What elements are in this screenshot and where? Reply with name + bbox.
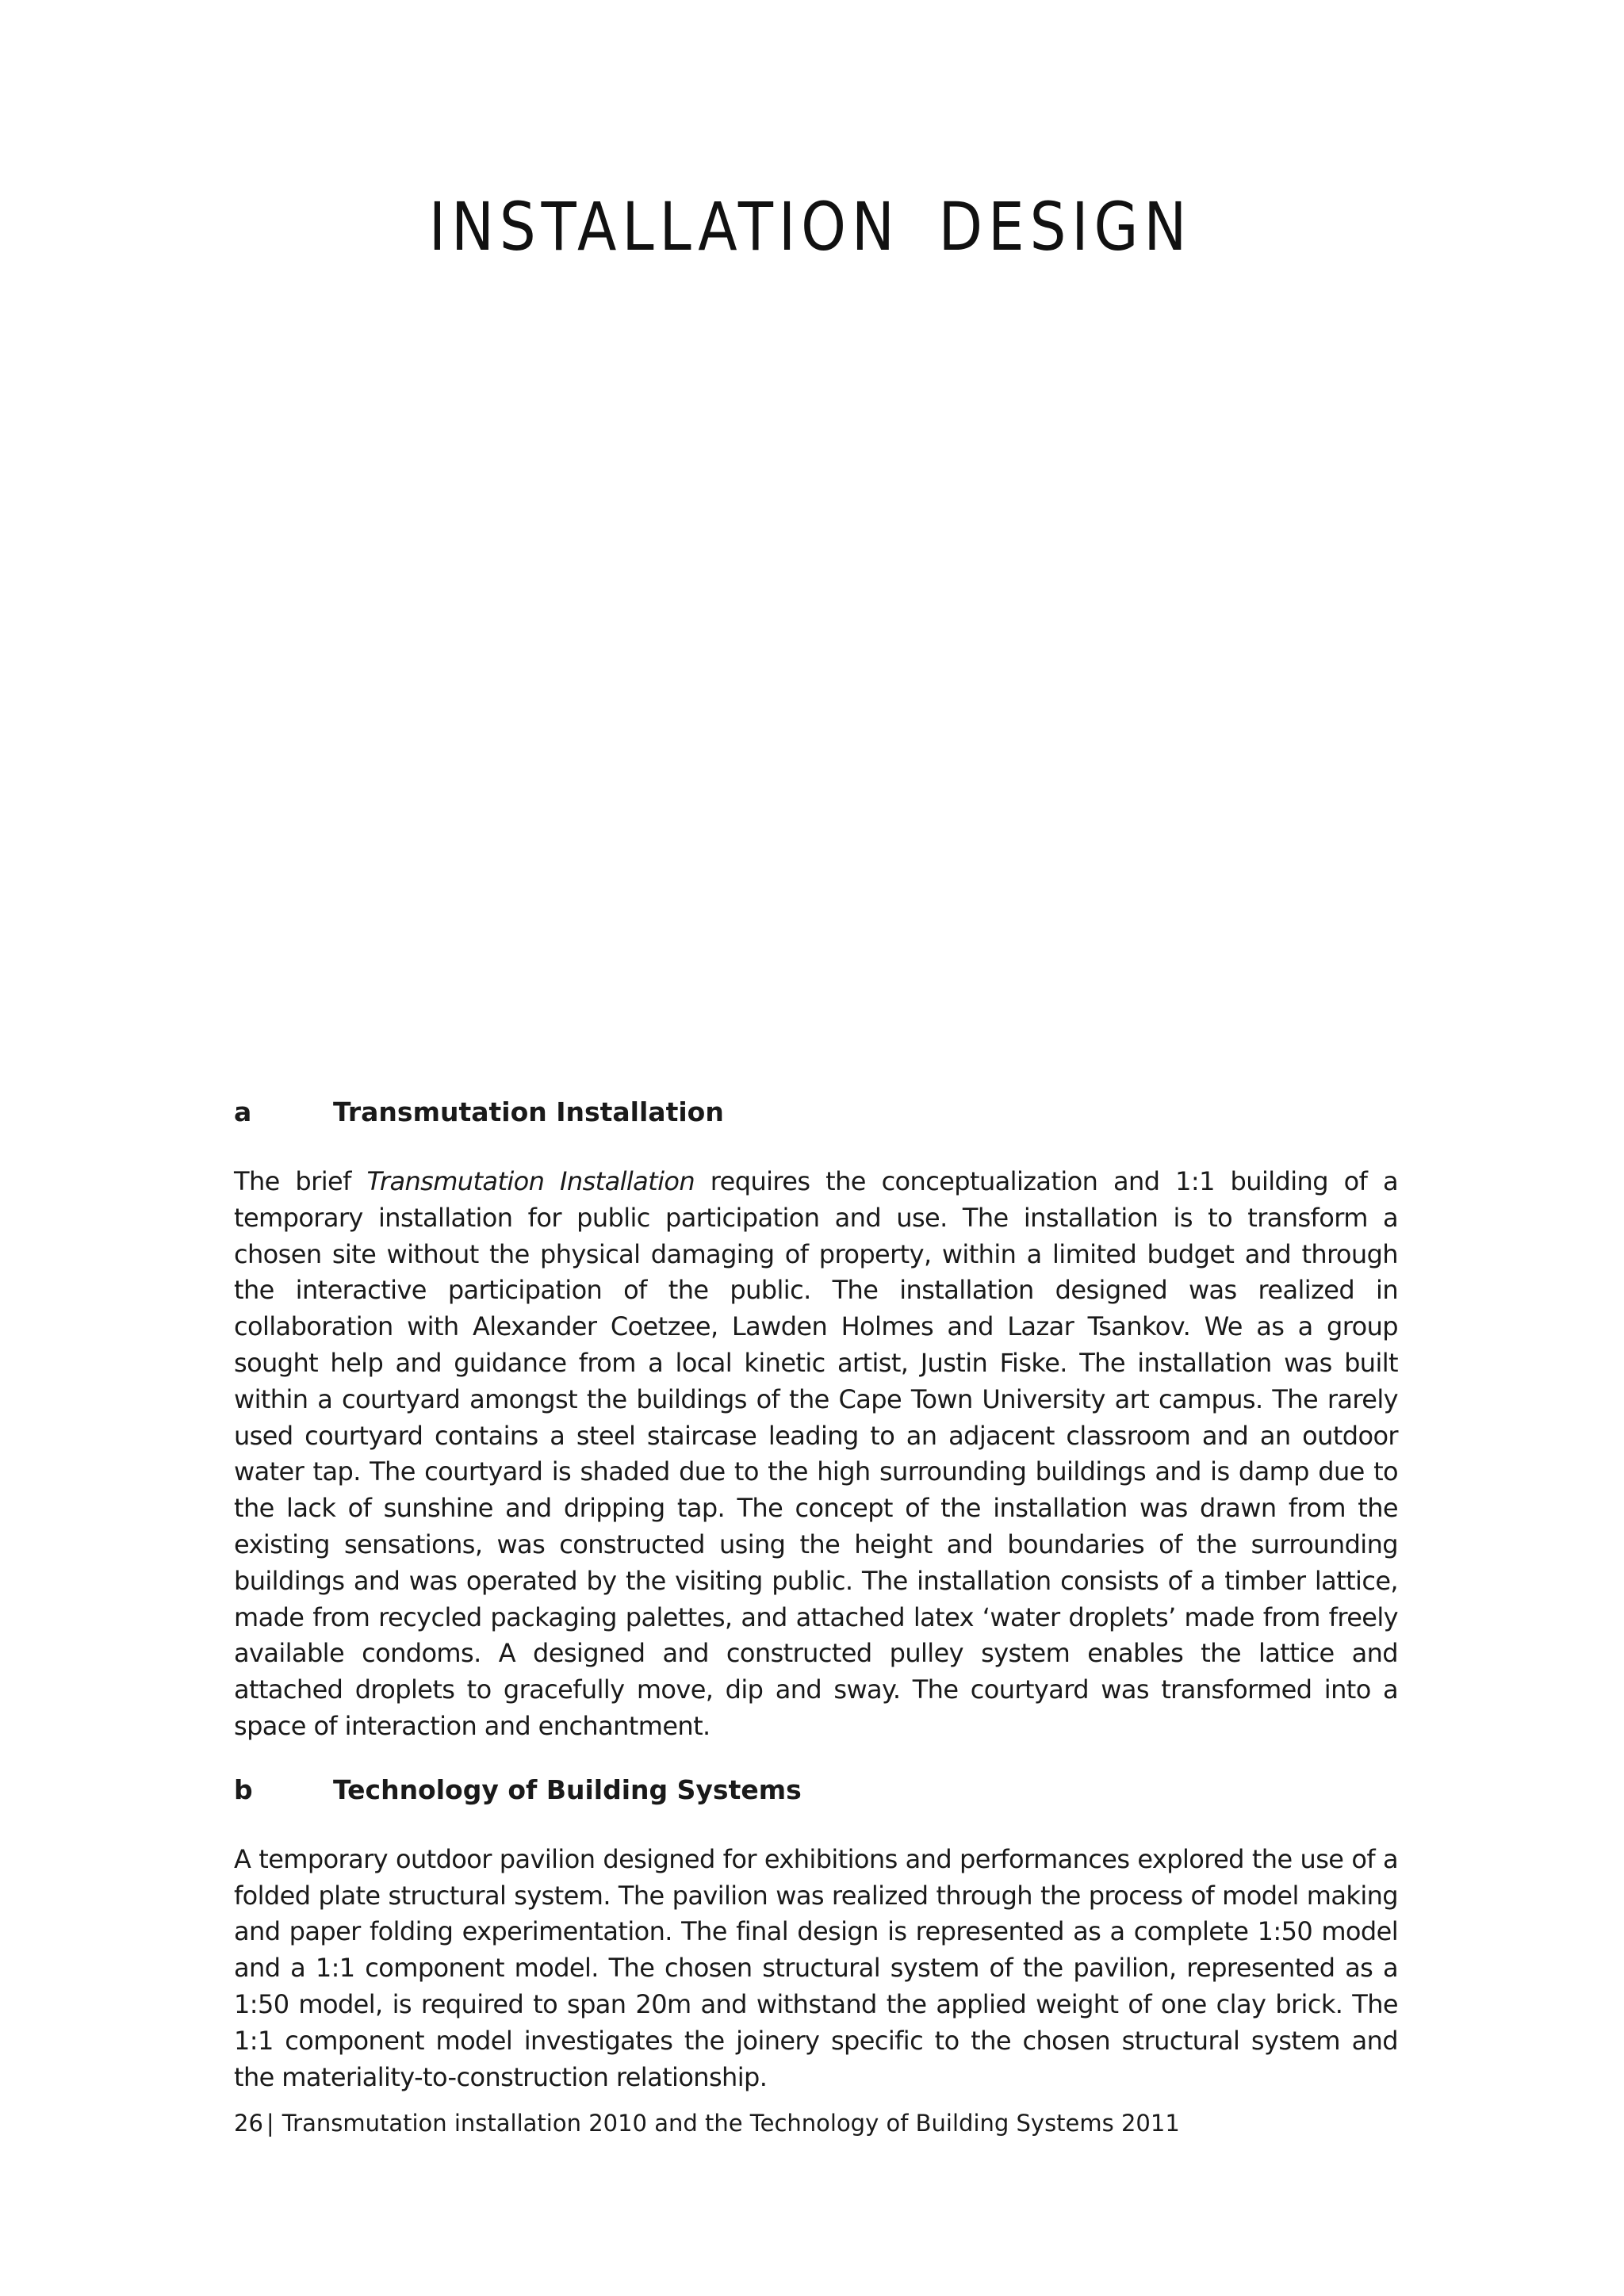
running-title: Transmutation installation 2010 and the Technology of Building Systems 2011 (282, 2110, 1180, 2137)
section-letter: b (234, 1774, 253, 1805)
section-heading-b (234, 1772, 1398, 1808)
section-heading-a (234, 1094, 1398, 1131)
paragraph-rest: requires the conceptualization and 1:1 building of a temporary installation for public participation and use. The installation is to transform a chosen site without the physical damaging of property, within a limited budget and through the interactive participation of the public. The installation designed was realized in collaboration with Alexander Coetzee, Lawden Holmes and Lazar Tsankov. We as a group sought help and guidance from a local kinetic artist, Justin Fiske. The installation was built within a courtyard amongst the buildings of the Cape Town University art campus. The rarely used courtyard contains a steel staircase leading to an adjacent classroom and an outdoor water tap. The courtyard is shaded due to the high surrounding buildings and is damp due to the lack of sunshine and dripping tap. The concept of the installation was drawn from the existing sensations, was constructed using the height and boundaries of the surrounding buildings and was operated by the visiting public. The installation consists of a timber lattice, made from recycled packaging palettes, and attached latex ‘water droplets’ made from freely available condoms. A designed and constructed pulley system enables the lattice and attached droplets to gracefully move, dip and sway. The courtyard was transformed into a space of interaction and enchantment. (234, 1166, 1398, 1741)
main-content (234, 1094, 1398, 2095)
section-letter: a (234, 1096, 252, 1127)
section-title: Transmutation Installation (333, 1096, 724, 1127)
paragraph-italic-title: Transmutation Installation (366, 1166, 695, 1196)
page-number: 26 (234, 2110, 263, 2137)
section-a-paragraph (234, 1164, 1398, 1745)
page-title: INSTALLATION DESIGN (428, 188, 1193, 266)
section-b-paragraph: A temporary outdoor pavilion designed for exhibitions and performances explored the use of a folded plate structural system. The pavilion was realized through the process of model making and paper folding experimentation. The final design is represented as a complete 1:50 model and a 1:1 component model. The chosen structural system of the pavilion, represented as a 1:50 model, is required to span 20m and withstand the applied weight of one clay brick. The 1:1 component model investigates the joinery specific to the chosen structural system and the materiality-to-construction relationship. (234, 1843, 1398, 2092)
section-title: Technology of Building Systems (333, 1774, 802, 1805)
paragraph-lead: The brief (234, 1166, 367, 1196)
footer-separator: | (266, 2110, 274, 2137)
page-footer (234, 2107, 1180, 2139)
